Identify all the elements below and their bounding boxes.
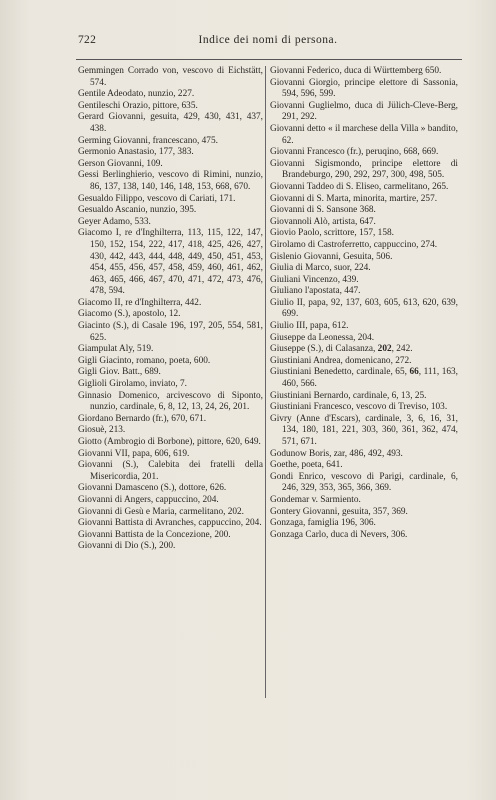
index-column-left xyxy=(78,66,263,553)
index-entry: Giulio II, papa, 92, 137, 603, 605, 613, 620, 639, 699. xyxy=(270,297,458,320)
index-entry: Gerson Giovanni, 109. xyxy=(78,158,163,169)
index-entry: Geyer Adamo, 533. xyxy=(78,216,151,227)
index-entry: Gontery Giovanni, gesuita, 357, 369. xyxy=(270,506,408,517)
index-entry: Giglioli Girolamo, inviato, 7. xyxy=(78,379,187,390)
index-entry: Giuliani Vincenzo, 439. xyxy=(270,274,359,285)
index-entry: Gonzaga, famiglia 196, 306. xyxy=(270,518,376,529)
index-entry: Giampulat Aly, 519. xyxy=(78,344,154,355)
index-entry: Gondemar v. Sarmiento. xyxy=(270,494,361,505)
running-title: Indice dei nomi di persona. xyxy=(198,34,338,46)
page-number: 722 xyxy=(78,34,97,46)
index-entry: Giordano Bernardo (fr.), 670, 671. xyxy=(78,413,207,424)
index-entry: Girolamo di Castroferretto, cappuccino, 274. xyxy=(270,239,438,250)
index-entry: Giuseppe da Leonessa, 204. xyxy=(270,332,375,343)
index-entry: Giustiniani Francesco, vescovo di Treviso, 103. xyxy=(270,402,448,413)
index-entry: Gesualdo Ascanio, nunzio, 395. xyxy=(78,205,197,216)
index-entry: Giustiniani Benedetto, cardinale, 65, 66, 111, 163, 460, 566. xyxy=(270,367,458,390)
index-entry: Giacinto (S.), di Casale 196, 197, 205, 554, 581, 625. xyxy=(78,321,263,343)
index-entry: Gerard Giovanni, gesuita, 429, 430, 431, 437, 438. xyxy=(78,112,263,134)
index-entry: Giovanni Battista di Avranches, cappuccino, 204. xyxy=(78,518,262,529)
index-entry: Goethe, poeta, 641. xyxy=(270,460,343,471)
index-entry: Giovanni di Angers, cappuccino, 204. xyxy=(78,494,219,505)
index-entry: Giovanni detto « il marchese della Villa » bandito, 62. xyxy=(270,123,458,146)
index-entry: Giovanni Damasceno (S.), dottore, 626. xyxy=(78,483,227,494)
index-entry: Giotto (Ambrogio di Borbone), pittore, 620, 649. xyxy=(78,437,261,447)
index-entry: Gemmingen Corrado von, vescovo di Eichstätt, 574. xyxy=(78,66,263,88)
index-entry: Giacomo II, re d'Inghilterra, 442. xyxy=(78,297,202,308)
index-entry: Giustiniani Andrea, domenicano, 272. xyxy=(270,355,412,366)
index-entry: Giovanni Giorgio, principe elettore di Sassonia, 594, 596, 599. xyxy=(270,77,458,100)
index-entry: Gigli Giov. Batt., 689. xyxy=(78,367,161,378)
index-entry: Giulia di Marco, suor, 224. xyxy=(270,263,371,274)
index-entry: Gislenio Giovanni, Gesuita, 506. xyxy=(270,251,393,262)
index-entry: Giovio Paolo, scrittore, 157, 158. xyxy=(270,228,394,239)
index-entry: Giovanni di Dio (S.), 200. xyxy=(78,541,176,552)
index-entry: Giosuè, 213. xyxy=(78,425,126,436)
index-entry: Gentileschi Orazio, pittore, 635. xyxy=(78,100,198,111)
header-rule xyxy=(76,59,462,60)
index-entry: Giovanni Guglielmo, duca di Jülich-Cleve-Berg, 291, 292. xyxy=(270,100,458,123)
page-header xyxy=(78,34,458,50)
index-entry: Giovannoli Alò, artista, 647. xyxy=(270,216,376,227)
index-entry: Godunow Boris, zar, 486, 492, 493. xyxy=(270,448,403,459)
index-entry: Ginnasio Domenico, arcivescovo di Siponto, nunzio, cardinale, 6, 8, 12, 13, 24, 26, 201. xyxy=(78,390,263,413)
index-entry: Giacomo I, re d'Inghilterra, 113, 115, 122, 147, 150, 152, 154, 222, 417, 418, 425, 426, 427, 430, 442, 443, 444, 448, 449, 450, 451, 453, 454, 455, 456, 457, 458, 459, 460, 461, 462, 463, 465, 466, 467, 470, 471, 472, 473, 476, 478, 594. xyxy=(78,228,263,297)
index-entry: Germing Giovanni, francescano, 475. xyxy=(78,135,218,146)
index-entry: Germonio Anastasio, 177, 383. xyxy=(78,147,194,158)
index-entry: Giovanni Battista de la Concezione, 200. xyxy=(78,529,231,540)
index-entry: Giulio III, papa, 612. xyxy=(270,321,349,332)
index-entry: Giovanni di Gesù e Maria, carmelitano, 202. xyxy=(78,506,245,517)
index-entry: Gesualdo Filippo, vescovo di Cariati, 171. xyxy=(78,193,236,204)
index-entry: Gentile Adeodato, nunzio, 227. xyxy=(78,89,195,100)
index-entry: Giovanni di S. Marta, minorita, martire, 257. xyxy=(270,193,438,204)
index-entry: Giovanni Sigismondo, principe elettore di Brandeburgo, 290, 292, 297, 300, 498, 505. xyxy=(270,158,458,181)
index-entry: Giovanni Francesco (fr.), peruqino, 668, 669. xyxy=(270,147,439,158)
index-entry: Gondi Enrico, vescovo di Parigi, cardinale, 6, 246, 329, 353, 365, 366, 369. xyxy=(270,471,458,494)
index-entry: Giovanni di S. Sansone 368. xyxy=(270,205,376,216)
index-entry: Gonzaga Carlo, duca di Nevers, 306. xyxy=(270,529,408,540)
index-column-right xyxy=(270,66,458,541)
index-entry: Giuliano l'apostata, 447. xyxy=(270,286,361,297)
index-entry: Giovanni Taddeo di S. Eliseo, carmelitano, 265. xyxy=(270,181,449,192)
index-entry: Gessi Berlinghierio, vescovo di Rimini, nunzio, 86, 137, 138, 140, 146, 148, 153, 668, 670. xyxy=(78,170,263,192)
index-entry: Giovanni VII, papa, 606, 619. xyxy=(78,448,190,459)
index-entry: Giovanni (S.), Calebita dei fratelli della Misericordia, 201. xyxy=(78,460,263,482)
index-entry: Givry (Anne d'Escars), cardinale, 3, 6, 16, 31, 134, 180, 181, 221, 303, 360, 361, 362, 474, 571, 671. xyxy=(270,413,458,447)
index-entry: Giustiniani Bernardo, cardinale, 6, 13, 25. xyxy=(270,390,427,401)
index-entry: Giuseppe (S.), di Calasanza, 202, 242. xyxy=(270,344,413,355)
column-divider xyxy=(265,66,266,698)
index-entry: Giacomo (S.), apostolo, 12. xyxy=(78,309,181,320)
index-entry: Gigli Giacinto, romano, poeta, 600. xyxy=(78,355,211,366)
index-entry: Giovanni Federico, duca di Württemberg 650. xyxy=(270,66,442,76)
